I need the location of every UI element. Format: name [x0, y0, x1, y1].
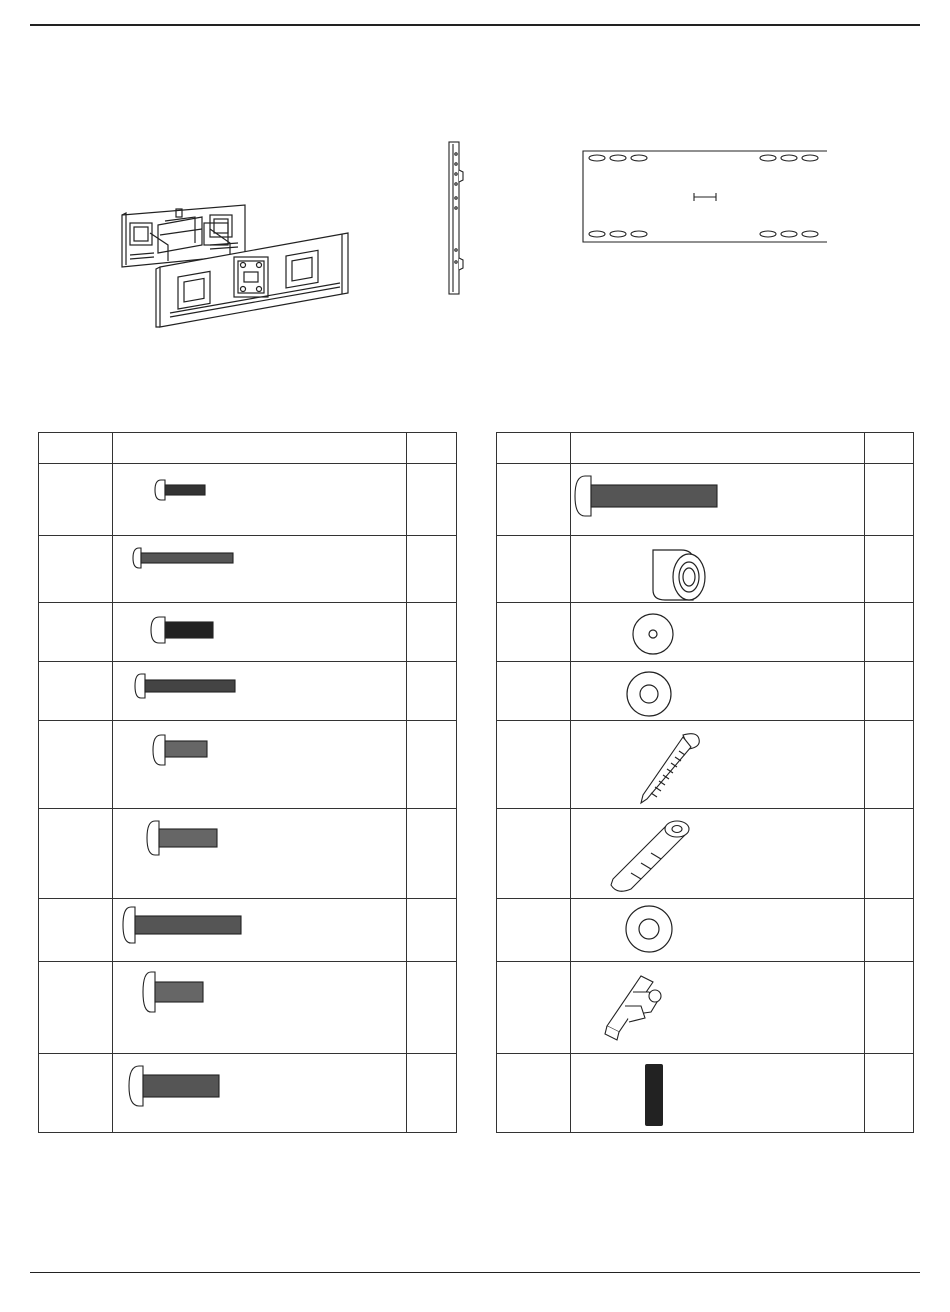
- table-row: [39, 962, 457, 1054]
- hardware-table-left: [38, 432, 457, 1133]
- spacer-icon: [571, 536, 865, 603]
- table-row: [497, 662, 914, 721]
- row-id: [39, 464, 113, 536]
- hardware-table-right: [496, 432, 914, 1133]
- row-id: [497, 662, 571, 721]
- medium-screw-icon: [113, 809, 407, 899]
- row-id: [497, 899, 571, 962]
- part-cell: [113, 536, 407, 603]
- side-bracket-icon: [444, 140, 466, 296]
- row-qty: [407, 962, 457, 1054]
- extra-long-screw-icon: [571, 464, 865, 536]
- table-row: [497, 721, 914, 809]
- part-cell: [571, 899, 865, 962]
- part-cell: [113, 962, 407, 1054]
- large-pan-head-screw-icon: [113, 1054, 407, 1133]
- table-row: [39, 899, 457, 962]
- part-cell: [571, 809, 865, 899]
- part-cell: [571, 1054, 865, 1133]
- table-row: [39, 809, 457, 899]
- row-qty: [865, 464, 914, 536]
- header-qty-cell: [865, 433, 914, 464]
- small-washer-icon: [571, 603, 865, 662]
- table-row: [39, 721, 457, 809]
- row-qty: [865, 536, 914, 603]
- row-qty: [865, 809, 914, 899]
- part-cell: [571, 662, 865, 721]
- row-qty: [865, 899, 914, 962]
- row-qty: [407, 464, 457, 536]
- row-id: [39, 962, 113, 1054]
- row-id: [39, 809, 113, 899]
- row-id: [39, 721, 113, 809]
- part-cell: [571, 603, 865, 662]
- table-row: [497, 962, 914, 1054]
- header-id-cell: [497, 433, 571, 464]
- row-qty: [865, 662, 914, 721]
- table-header-row: [39, 433, 457, 464]
- part-cell: [113, 899, 407, 962]
- table-row: [497, 809, 914, 899]
- row-id: [39, 662, 113, 721]
- row-qty: [865, 721, 914, 809]
- large-washer-icon: [571, 899, 865, 962]
- row-qty: [865, 1054, 914, 1133]
- table-row: [39, 464, 457, 536]
- header-part-cell: [571, 433, 865, 464]
- table-row: [39, 536, 457, 603]
- row-qty: [407, 899, 457, 962]
- cable-clip-icon: [571, 962, 865, 1054]
- part-cell: [113, 1054, 407, 1133]
- row-qty: [407, 662, 457, 721]
- table-header-row: [497, 433, 914, 464]
- table-row: [39, 662, 457, 721]
- part-cell: [113, 464, 407, 536]
- part-cell: [571, 962, 865, 1054]
- top-rule: [30, 24, 920, 26]
- header-id-cell: [39, 433, 113, 464]
- wall-plate-icon: [580, 148, 830, 246]
- long-thin-screw-icon: [113, 536, 407, 603]
- row-id: [497, 962, 571, 1054]
- header-qty-cell: [407, 433, 457, 464]
- row-id: [497, 809, 571, 899]
- row-qty: [407, 809, 457, 899]
- row-id: [497, 603, 571, 662]
- part-cell: [571, 721, 865, 809]
- table-row: [497, 603, 914, 662]
- bottom-rule: [30, 1272, 920, 1273]
- row-id: [497, 536, 571, 603]
- table-row: [497, 899, 914, 962]
- level-bubble-icon: [571, 1054, 865, 1133]
- part-cell: [571, 464, 865, 536]
- part-cell: [113, 721, 407, 809]
- medium-large-screw-icon: [113, 962, 407, 1054]
- header-part-cell: [113, 433, 407, 464]
- part-cell: [113, 662, 407, 721]
- table-row: [497, 536, 914, 603]
- row-id: [39, 536, 113, 603]
- row-qty: [865, 603, 914, 662]
- part-cell: [113, 603, 407, 662]
- row-id: [39, 1054, 113, 1133]
- short-pan-head-screw-icon: [113, 464, 407, 536]
- long-large-screw-icon: [113, 899, 407, 962]
- row-id: [497, 1054, 571, 1133]
- row-id: [39, 603, 113, 662]
- table-row: [39, 1054, 457, 1133]
- row-id: [497, 464, 571, 536]
- row-qty: [407, 536, 457, 603]
- table-row: [497, 1054, 914, 1133]
- washer-icon: [571, 662, 865, 721]
- row-qty: [865, 962, 914, 1054]
- part-cell: [571, 536, 865, 603]
- wall-anchor-icon: [571, 809, 865, 899]
- lag-bolt-icon: [571, 721, 865, 809]
- row-qty: [407, 603, 457, 662]
- short-screw-icon: [113, 721, 407, 809]
- short-coarse-screw-icon: [113, 603, 407, 662]
- row-qty: [407, 1054, 457, 1133]
- tv-wall-mount-icon: [110, 195, 360, 330]
- long-screw-icon: [113, 662, 407, 721]
- table-row: [497, 464, 914, 536]
- row-id: [39, 899, 113, 962]
- row-id: [497, 721, 571, 809]
- part-cell: [113, 809, 407, 899]
- table-row: [39, 603, 457, 662]
- row-qty: [407, 721, 457, 809]
